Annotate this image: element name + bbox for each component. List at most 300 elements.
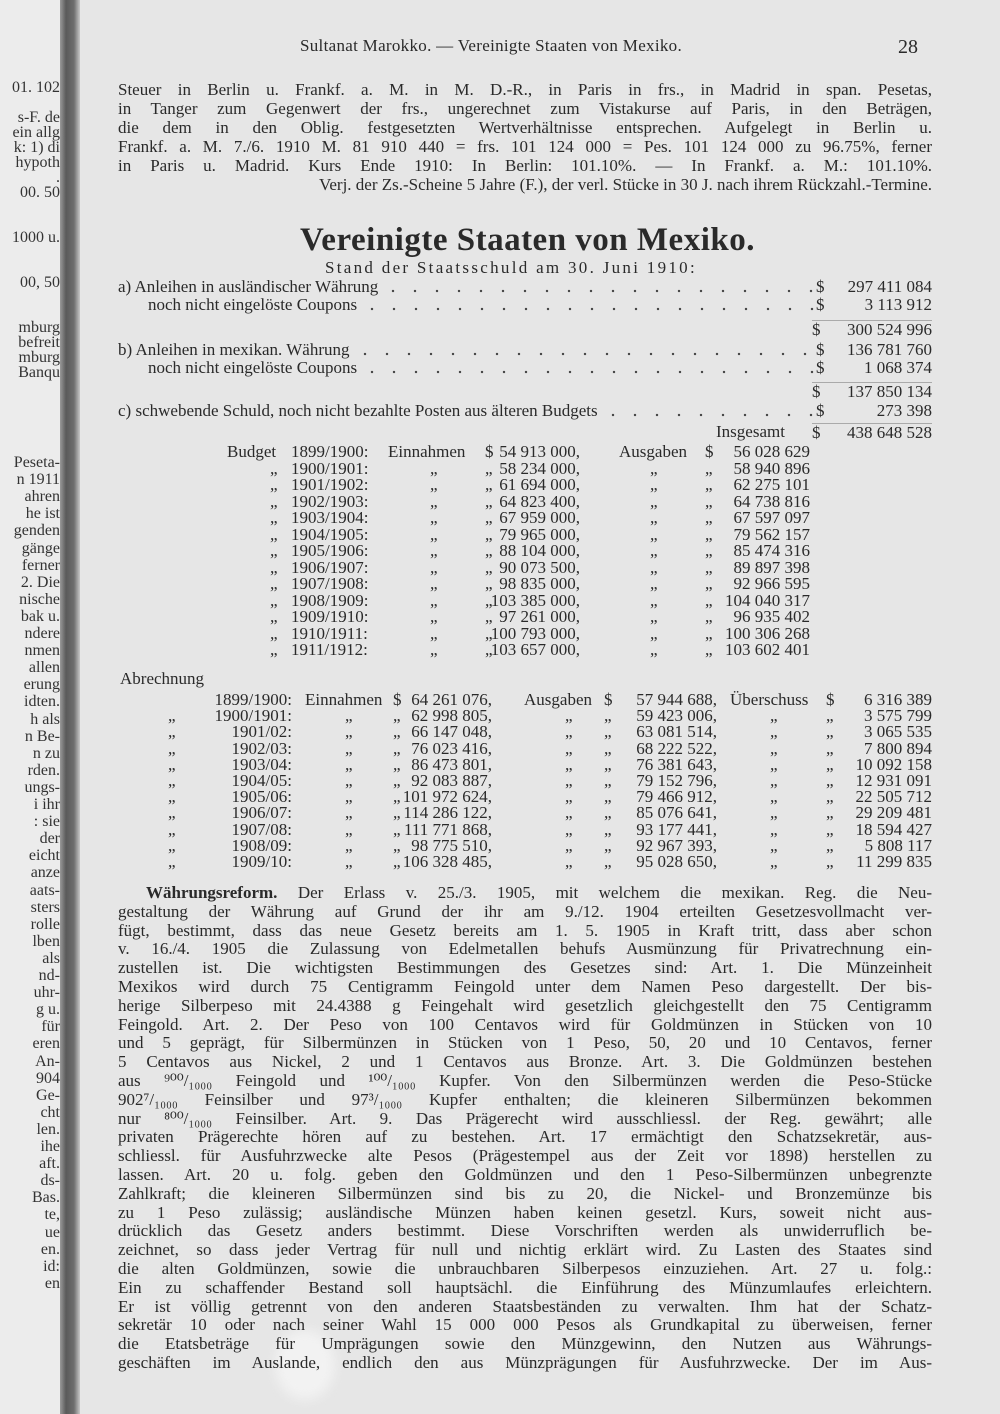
ditto-mark: „ (168, 819, 176, 839)
settlement-income: 98 775 510, (411, 835, 492, 855)
currency-sign: $ (812, 382, 821, 401)
ditto-mark: „ (826, 835, 834, 855)
ditto-mark: „ (565, 852, 573, 871)
running-header: Sultanat Marokko. — Vereinigte Staaten von Mexiko. (300, 36, 683, 55)
budget-expense: 103 602 401 (725, 640, 810, 659)
ditto-mark: „ (485, 623, 493, 643)
ditto-mark: „ (485, 541, 493, 560)
left-page-fragment: rolle (30, 915, 60, 933)
text-line: lassen. Art. 20 u. folg. geben den Goldmünzen und den 1 Peso-Silbermünzen unbegrenzte (118, 1165, 932, 1184)
ditto-mark: „ (345, 835, 353, 855)
settlement-expense: 76 381 643, (636, 754, 717, 774)
left-page-fragment: 00, 50 (20, 274, 60, 291)
left-page-fragment: An- (35, 1052, 60, 1070)
ditto-mark: „ (485, 508, 493, 527)
ditto-mark: „ (650, 541, 658, 560)
ditto-mark: „ (826, 803, 834, 823)
ditto-mark: „ (168, 787, 176, 807)
left-page-fragment: he ist (25, 505, 60, 523)
ditto-mark: „ (604, 722, 612, 742)
text-line: Frankf. a. M. 7./6. 1910 M. 81 910 440 = frs. 101 124 000 = Pes. 101 124 000 zu 96.75%, ferner (118, 137, 932, 156)
ditto-mark: „ (604, 819, 612, 839)
budget-year: 1903/1904: (291, 508, 369, 527)
ditto-mark: „ (485, 524, 493, 544)
left-page-fragment: Banqu (18, 364, 60, 381)
ditto-mark: „ (770, 803, 778, 823)
ditto-mark: „ (604, 754, 612, 774)
currency-sign: $ (393, 690, 402, 709)
ditto-mark: „ (393, 819, 401, 839)
left-page-fragment: ndere (24, 625, 60, 642)
ditto-mark: „ (565, 706, 573, 726)
left-page-fragment: mburg (18, 319, 60, 336)
adjacent-page-strip (0, 0, 62, 1414)
total-label: Insgesamt (716, 422, 785, 441)
left-page-fragment: en (44, 1274, 60, 1292)
ditto-mark: „ (393, 803, 401, 823)
ditto-mark: „ (604, 835, 612, 855)
left-page-fragment: mburg (18, 349, 60, 366)
left-page-fragment: idten. (24, 693, 60, 711)
left-page-fragment: Ge- (36, 1086, 60, 1104)
ditto-mark: „ (393, 738, 401, 758)
ditto-mark: „ (270, 590, 278, 610)
text-line: nur ⁸⁰⁰/₁₀₀₀ Feinsilber. Art. 9. Das Prägerecht wird ausschliessl. der Reg. gewährt; alle (118, 1108, 932, 1128)
budget-year: 1911/1912: (291, 640, 368, 659)
ditto-mark: „ (565, 819, 573, 839)
income-label: Einnahmen (305, 690, 383, 709)
expense-label: Ausgaben (619, 442, 687, 461)
budget-expense: 58 940 896 (733, 458, 810, 478)
text-line: zeichnet, so dass jeder Vertrag für null und nichtig erklärt wird. Zu Lasten des Staates sind (118, 1240, 932, 1260)
settlement-year: 1904/05: (231, 771, 292, 790)
currency-sign: $ (705, 442, 714, 461)
ditto-mark: „ (565, 835, 573, 855)
debt-amount: 3 113 912 (864, 295, 932, 314)
ditto-mark: „ (565, 738, 573, 758)
ditto-mark: „ (430, 524, 438, 544)
left-page-fragment: erung (23, 676, 60, 694)
text-line: und 5 geprägt, für Silbermünzen in Stücken von 1 Peso, 50, 20 und 10 Centavos, ferner (118, 1033, 932, 1053)
settlement-year: 1902/03: (231, 738, 292, 758)
settlement-surplus: 3 575 799 (864, 706, 932, 726)
currency-sign: $ (816, 277, 825, 296)
subtotal-b-line (812, 382, 932, 400)
text-line (118, 884, 932, 903)
ditto-mark: „ (345, 754, 353, 774)
ditto-mark: „ (650, 475, 658, 494)
left-page-fragment: k: 1) di (13, 139, 60, 156)
text-line: 902⁷/₁₀₀₀ Feinsilber und 97³/₁₀₀₀ Kupfer enthalten; die kleineren Silbermünzen bekommen (118, 1089, 932, 1109)
ditto-mark: „ (826, 754, 834, 774)
currency-sign: $ (816, 358, 825, 377)
ditto-mark: „ (650, 491, 658, 511)
budget-expense: 56 028 629 (733, 442, 810, 461)
ditto-mark: „ (430, 574, 438, 593)
settlement-year: 1908/09: (231, 835, 292, 855)
budget-year: 1904/1905: (291, 524, 369, 544)
settlement-expense: 93 177 441, (636, 819, 717, 839)
ditto-mark: „ (270, 574, 278, 593)
ditto-mark: „ (345, 852, 353, 871)
ditto-mark: „ (430, 458, 438, 478)
ditto-mark: „ (168, 835, 176, 855)
text-line: die Etatsbeträge für Umprägungen sowie den Münzgewinn, den Nutzen aus Währungs- (118, 1334, 932, 1354)
ditto-mark: „ (650, 574, 658, 593)
settlement-year: 1899/1900: (214, 690, 292, 709)
budget-expense: 79 562 157 (733, 524, 810, 544)
text-line: aus ⁹⁰⁰/₁₀₀₀ Feingold und ¹⁰⁰/₁₀₀₀ Kupfer. Von den Silbermünzen werden die Peso-Stücke (118, 1071, 932, 1090)
debt-line (118, 342, 932, 358)
text-line: privaten Prägerechte hören auf zu bestehen. Art. 17 ermächtigt den Schatzsekretär, aus- (118, 1127, 932, 1147)
total-line (812, 423, 932, 441)
ditto-mark: „ (604, 852, 612, 871)
settlement-expense: 85 076 641, (636, 803, 717, 823)
currency-sign: $ (485, 442, 494, 461)
ditto-mark: „ (485, 607, 493, 626)
left-page-fragment: 1000 u. (12, 229, 60, 246)
ditto-mark: „ (168, 706, 176, 726)
budget-label: Budget (227, 442, 277, 461)
ditto-mark: „ (705, 640, 713, 659)
ditto-mark: „ (345, 771, 353, 790)
ditto-mark: „ (705, 557, 713, 577)
text-line: in Tanger zum Gegenwert der frs., ungerechnet zum Vistakurse auf Paris, in den Beträgen, (118, 99, 932, 118)
left-page-fragment: ue (44, 1223, 60, 1241)
currency-sign: $ (604, 690, 613, 709)
ditto-mark: „ (168, 771, 176, 790)
text-line: schliessl. für Ausfuhrzwecke alte Pesos (Prägestempel aus der Zeit vor 1898) herstellen zu (118, 1146, 932, 1166)
left-page-fragment: h als (30, 710, 60, 728)
budget-year: 1905/1906: (291, 541, 369, 560)
left-page-fragment: eren (32, 1035, 60, 1053)
ditto-mark: „ (565, 754, 573, 774)
ditto-mark: „ (345, 787, 353, 807)
ditto-mark: „ (705, 574, 713, 593)
budget-expense: 85 474 316 (733, 541, 810, 560)
settlement-income: 86 473 801, (411, 754, 492, 774)
left-page-fragment: 2. Die (20, 573, 60, 591)
book-gutter (60, 0, 80, 1414)
ditto-mark: „ (270, 475, 278, 494)
left-page-fragment: : sie (33, 813, 60, 831)
settlement-surplus: 12 931 091 (855, 771, 932, 790)
ditto-mark: „ (485, 475, 493, 494)
text-line: Feingold. Art. 2. Der Peso von 100 Centavos wird für Goldmünzen in Stücken von 10 (118, 1014, 932, 1034)
ditto-mark: „ (430, 590, 438, 610)
left-page-fragment: i ihr (33, 796, 60, 813)
left-page-fragment: ein allg (12, 124, 60, 141)
subtotal-a-amount: 300 524 996 (847, 320, 932, 339)
ditto-mark: „ (650, 640, 658, 659)
left-page-fragment: eicht (28, 847, 60, 865)
left-page-fragment: der (39, 830, 60, 848)
ditto-mark: „ (345, 706, 353, 726)
ditto-mark: „ (270, 607, 278, 626)
ditto-mark: „ (168, 754, 176, 774)
currency-sign: $ (816, 401, 825, 420)
settlement-year: 1906/07: (231, 803, 292, 823)
ditto-mark: „ (650, 508, 658, 527)
ditto-mark: „ (430, 491, 438, 511)
ditto-mark: „ (430, 475, 438, 494)
settlement-expense: 68 222 522, (636, 738, 717, 758)
ditto-mark: „ (345, 819, 353, 839)
left-page-fragment: g u. (36, 1001, 60, 1019)
settlement-expense: 59 423 006, (636, 706, 717, 726)
settlement-surplus: 10 092 158 (855, 754, 932, 774)
left-page-fragment: ihe (40, 1138, 60, 1155)
text-line: zustellen ist. Die wichtigsten Bestimmungen des Gesetzes sind: Art. 1. Die Münzeinheit (118, 958, 932, 978)
budget-income: 98 835 000, (499, 574, 580, 593)
ditto-mark: „ (650, 607, 658, 626)
left-page-fragment: ungs- (24, 778, 60, 796)
settlement-expense: 79 152 796, (636, 771, 717, 790)
budget-year: 1900/1901: (291, 458, 369, 478)
ditto-mark: „ (430, 508, 438, 527)
left-page-fragment: nische (19, 590, 60, 608)
left-page-fragment: aft. (39, 1155, 60, 1173)
text-line: herige Silberpeso mit 24.4388 g Feingehalt wird gesetzlich gleichgestellt den 75 Centigramm (118, 995, 932, 1015)
currency-sign: $ (816, 340, 825, 359)
ditto-mark: „ (270, 623, 278, 643)
budget-income: 61 694 000, (499, 475, 580, 494)
budget-expense: 89 897 398 (733, 557, 810, 577)
settlement-income: 62 998 805, (411, 706, 492, 726)
text-line: 5 Centavos aus Nickel, 2 und 1 Centavos aus Bronze. Art. 3. Die Goldmünzen bestehen (118, 1052, 932, 1072)
text-line: in Paris u. Madrid. Kurs Ende 1910: In Berlin: 101.10%. — In Frankf. a. M.: 101.10%. (118, 156, 932, 175)
ditto-mark: „ (168, 852, 176, 871)
ditto-mark: „ (705, 590, 713, 610)
debt-line (118, 360, 932, 376)
budget-income: 88 104 000, (499, 541, 580, 560)
debt-amount: 273 398 (876, 401, 932, 420)
settlement-expense: 92 967 393, (636, 835, 717, 855)
ditto-mark: „ (393, 722, 401, 742)
budget-income: 64 823 400, (499, 491, 580, 511)
ditto-mark: „ (826, 706, 834, 726)
subtotal-a-line (812, 320, 932, 338)
ditto-mark: „ (270, 557, 278, 577)
left-page-fragment: n zu (32, 744, 60, 762)
ditto-mark: „ (770, 787, 778, 807)
left-page-fragment: Bas. (32, 1189, 60, 1207)
left-page-fragment: ferner (21, 556, 60, 574)
left-page-fragment: te, (44, 1206, 60, 1224)
surplus-label: Überschuss (730, 690, 809, 709)
budget-income: 54 913 000, (499, 442, 580, 461)
ditto-mark: „ (770, 771, 778, 790)
budget-year: 1909/1910: (291, 607, 369, 626)
budget-expense: 64 738 816 (733, 491, 810, 511)
budget-year: 1908/1909: (291, 590, 369, 610)
ditto-mark: „ (770, 754, 778, 774)
debt-label: noch nicht eingelöste Coupons (148, 295, 358, 314)
budget-expense: 100 306 268 (725, 623, 810, 643)
dot-leader (382, 279, 816, 295)
ditto-mark: „ (705, 623, 713, 643)
settlement-income: 106 328 485, (402, 852, 492, 871)
text-line: Verj. der Zs.-Scheine 5 Jahre (F.), der verl. Stücke in 30 J. nach ihrem Rückzahl.-Termine. (318, 175, 932, 194)
ditto-mark: „ (565, 771, 573, 790)
ditto-mark: „ (345, 803, 353, 823)
ditto-mark: „ (430, 623, 438, 643)
budget-income: 100 793 000, (490, 623, 580, 643)
debt-label: a) Anleihen in ausländischer Währung (118, 277, 379, 296)
currency-sign: $ (812, 423, 821, 442)
total-amount: 438 648 528 (847, 423, 932, 442)
ditto-mark: „ (826, 852, 834, 871)
ditto-mark: „ (770, 835, 778, 855)
ditto-mark: „ (393, 706, 401, 726)
budget-income: 103 657 000, (490, 640, 580, 659)
income-label: Einnahmen (388, 442, 466, 461)
ditto-mark: „ (270, 524, 278, 544)
left-page-fragment: aats- (29, 881, 60, 899)
ditto-mark: „ (168, 722, 176, 742)
ditto-mark: „ (705, 541, 713, 560)
ditto-mark: „ (705, 475, 713, 494)
ditto-mark: „ (650, 524, 658, 544)
left-page-fragment: . (56, 169, 60, 186)
text-line: Zahlkraft; die kleineren Silbermünzen sind bis zu 20, die Nickel- und Bronzemünze bis (118, 1183, 932, 1203)
settlement-income: 101 972 624, (402, 787, 492, 807)
settlement-year: 1901/02: (231, 722, 292, 742)
left-page-fragment: genden (13, 522, 60, 540)
section-subtitle: Stand der Staatsschuld am 30. Juni 1910: (325, 258, 698, 277)
ditto-mark: „ (826, 787, 834, 807)
left-page-fragment: befreit (18, 334, 60, 351)
ditto-mark: „ (430, 541, 438, 560)
text-line: die dem in den Oblig. festgesetzten Wertverhältnisse entsprechen. Aufgelegt in Berlin u. (118, 118, 932, 137)
settlement-expense: 79 466 912, (636, 787, 717, 807)
settlement-surplus: 7 800 894 (864, 738, 932, 758)
text-line: Mexikos wird durch 75 Centigramm Feingold unter dem Namen Peso dargestellt. Der bis- (118, 977, 932, 996)
ditto-mark: „ (393, 754, 401, 774)
text-line: Steuer in Berlin u. Frankf. a. M. in M. D.-R., in Paris in frs., in Madrid in span. Pesetas, (118, 80, 932, 99)
left-page-fragment: 01. 102 (12, 79, 60, 96)
ditto-mark: „ (565, 787, 573, 807)
text-line: Er ist völlig getrennt von den anderen Staatsbeständen zu verwalten. Ihm hat der Schatz- (118, 1296, 932, 1316)
left-page-fragment: 904 (36, 1069, 60, 1087)
section-title: Vereinigte Staaten von Mexiko. (300, 222, 755, 258)
settlement-expense: 63 081 514, (636, 722, 717, 742)
budget-expense: 67 597 097 (733, 508, 810, 527)
budget-year: 1906/1907: (291, 557, 369, 577)
ditto-mark: „ (485, 557, 493, 577)
left-page-fragment: bak u. (20, 607, 60, 625)
left-page-fragment: n 1911 (16, 471, 60, 489)
text-line: Ein zu schaffender Bestand soll hauptsächl. die Einführung des Münzumlaufes erleichtern. (118, 1277, 932, 1297)
debt-label: b) Anleihen in mexikan. Währung (118, 340, 350, 359)
ditto-mark: „ (430, 607, 438, 626)
left-page-fragment: cht (40, 1103, 60, 1121)
debt-label: noch nicht eingelöste Coupons (148, 358, 358, 377)
ditto-mark: „ (393, 787, 401, 807)
settlement-surplus: 3 065 535 (864, 722, 932, 742)
ditto-mark: „ (604, 706, 612, 726)
debt-amount: 1 068 374 (864, 358, 932, 377)
settlement-year: 1900/1901: (214, 706, 292, 726)
dot-leader (602, 403, 816, 419)
budget-income: 90 073 500, (499, 557, 580, 577)
ditto-mark: „ (485, 491, 493, 511)
left-page-fragment: lben (32, 932, 60, 950)
left-page-fragment: anze (30, 864, 60, 882)
debt-line (118, 279, 932, 295)
left-page-fragment: als (42, 949, 60, 967)
ditto-mark: „ (705, 508, 713, 527)
budget-income: 67 959 000, (499, 508, 580, 527)
budget-expense: 104 040 317 (725, 590, 810, 610)
left-page-fragment: 00. 50 (20, 184, 60, 201)
page-number: 28 (898, 36, 918, 58)
left-page-fragment: rden. (27, 761, 60, 779)
text-line: fügt, bestimmt, dass das neue Gesetz bereits am 1. 5. 1905 in Kraft tritt, dass aber schon (118, 920, 932, 940)
ditto-mark: „ (565, 803, 573, 823)
settlement-expense: 57 944 688, (636, 690, 717, 709)
ditto-mark: „ (650, 590, 658, 610)
budget-year: 1910/1911: (291, 623, 368, 643)
settlement-income: 114 286 122, (403, 803, 492, 823)
ditto-mark: „ (604, 803, 612, 823)
ditto-mark: „ (650, 458, 658, 478)
ditto-mark: „ (826, 738, 834, 758)
ditto-mark: „ (168, 803, 176, 823)
budget-income: 79 965 000, (499, 524, 580, 544)
settlement-year: 1909/10: (231, 852, 292, 871)
left-page-fragment: id: (43, 1257, 60, 1275)
left-page-fragment: ahren (24, 488, 60, 506)
ditto-mark: „ (270, 541, 278, 560)
reform-first-line: Der Erlass v. 25./3. 1905, mit welchem die mexikan. Reg. die Neu- (297, 883, 933, 902)
ditto-mark: „ (345, 722, 353, 742)
ditto-mark: „ (770, 738, 778, 758)
settlement-year: 1905/06: (231, 787, 292, 807)
budget-year: 1899/1900: (291, 442, 369, 461)
budget-year: 1907/1908: (291, 574, 369, 593)
text-line: gestaltung der Währung auf Grund der ihr am 9./12. 1904 erteilten Gesetzesvollmacht ver- (118, 901, 932, 921)
ditto-mark: „ (430, 557, 438, 577)
left-page-fragment: en. (40, 1240, 60, 1258)
left-page-fragment: allen (28, 659, 60, 677)
ditto-mark: „ (604, 771, 612, 790)
text-line: geschäften im Auslande, endlich den aus Münzprägungen für Ausfuhrzwecke. Der im Aus- (118, 1353, 932, 1372)
budget-expense: 96 935 402 (733, 607, 810, 626)
debt-amount: 297 411 084 (847, 277, 932, 296)
left-page-fragment: sters (30, 898, 60, 916)
text-line: drücklich das Gesetz anders bestimmt. Diese Vorschriften werden als unwiderruflich be- (118, 1221, 932, 1241)
ditto-mark: „ (485, 590, 493, 610)
ditto-mark: „ (705, 458, 713, 478)
ditto-mark: „ (485, 640, 493, 659)
ditto-mark: „ (485, 574, 493, 593)
ditto-mark: „ (604, 738, 612, 758)
ditto-mark: „ (604, 787, 612, 807)
ditto-mark: „ (270, 508, 278, 527)
ditto-mark: „ (345, 738, 353, 758)
budget-income: 58 234 000, (499, 458, 580, 478)
settlement-income: 111 771 868, (404, 819, 492, 839)
ditto-mark: „ (705, 524, 713, 544)
currency-sign: $ (816, 295, 825, 314)
settlement-surplus: 11 299 835 (856, 852, 932, 871)
left-page-fragment: nmen (24, 642, 60, 660)
left-page-fragment: n Be- (24, 727, 60, 745)
left-page-fragment: Peseta- (13, 454, 60, 471)
ditto-mark: „ (168, 738, 176, 758)
settlement-surplus: 5 808 117 (864, 835, 932, 855)
